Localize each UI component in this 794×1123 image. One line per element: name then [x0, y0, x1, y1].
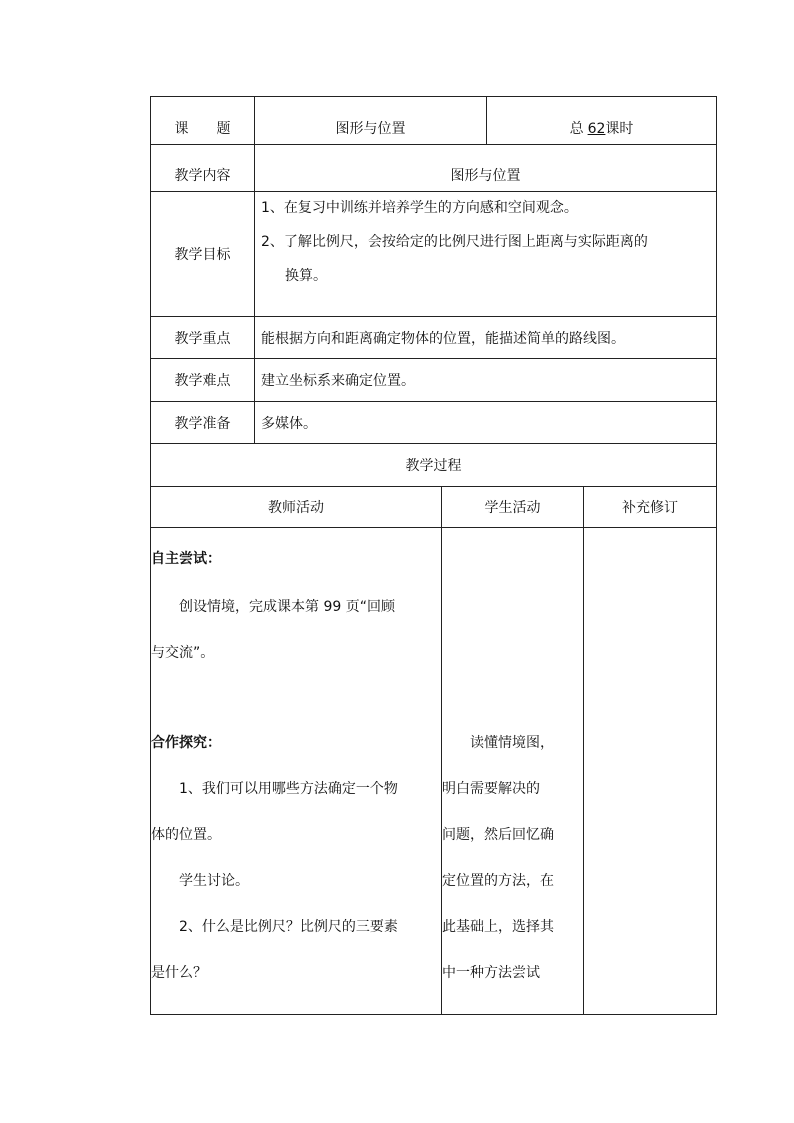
objective-2-continued: 换算。: [285, 268, 327, 284]
question2-line1: 2、什么是比例尺？比例尺的三要素: [179, 919, 398, 935]
content-label: 教学内容: [151, 145, 255, 192]
student-line2: 明白需要解决的: [442, 781, 540, 797]
key-points-row: [151, 317, 717, 359]
objectives-row: [151, 192, 717, 317]
total-prefix: 总: [569, 121, 584, 137]
key-points-label: 教学重点: [151, 317, 255, 359]
process-body-row: [151, 528, 717, 1015]
student-line3: 问题，然后回忆确: [442, 827, 554, 843]
difficulties-row: [151, 359, 717, 402]
content-value: 图形与位置: [255, 145, 717, 192]
objectives-label: 教学目标: [151, 192, 255, 317]
notes-header: 补充修订: [584, 487, 717, 528]
preparation-row: [151, 402, 717, 444]
student-activity-cell: [442, 528, 584, 1015]
subject-value: 图形与位置: [255, 97, 487, 145]
key-points-value: 能根据方向和距离确定物体的位置，能描述简单的路线图。: [255, 317, 717, 359]
question1-line1: 1、我们可以用哪些方法确定一个物: [179, 781, 398, 797]
self-try-line1: 创设情境，完成课本第 99 页“回顾: [179, 599, 395, 615]
lesson-plan-table: [150, 96, 717, 1015]
subject-row: [151, 97, 717, 145]
process-header-row: [151, 487, 717, 528]
total-number: 62: [587, 121, 606, 137]
preparation-label: 教学准备: [151, 402, 255, 444]
difficulties-label: 教学难点: [151, 359, 255, 402]
discussion-line: 学生讨论。: [179, 873, 249, 889]
total-lessons: [487, 97, 717, 145]
process-title: 教学过程: [151, 444, 717, 487]
question1-line2: 体的位置。: [151, 827, 221, 843]
subject-label: 课 题: [151, 97, 255, 145]
question2-line2: 是什么？: [151, 965, 207, 981]
student-line5: 此基础上，选择其: [442, 919, 554, 935]
student-line6: 中一种方法尝试: [442, 965, 540, 981]
notes-cell: [584, 528, 717, 1015]
teacher-activity-header: 教师活动: [151, 487, 442, 528]
student-line4: 定位置的方法，在: [442, 873, 554, 889]
self-try-line2: 与交流”。: [151, 645, 215, 661]
content-row: [151, 145, 717, 192]
self-try-heading: 自主尝试：: [151, 551, 221, 567]
student-activity-header: 学生活动: [442, 487, 584, 528]
objective-2: 2、了解比例尺，会按给定的比例尺进行图上距离与实际距离的: [261, 234, 648, 250]
student-line1: 读懂情境图，: [470, 735, 554, 751]
difficulties-value: 建立坐标系来确定位置。: [255, 359, 717, 402]
process-title-row: [151, 444, 717, 487]
total-suffix: 课时: [605, 121, 634, 137]
preparation-value: 多媒体。: [255, 402, 717, 444]
coop-heading: 合作探究：: [151, 735, 221, 751]
objective-1: 1、在复习中训练并培养学生的方向感和空间观念。: [261, 200, 578, 216]
objectives-cell: [255, 192, 717, 317]
blank-line: [151, 676, 441, 720]
teacher-activity-cell: [151, 528, 442, 1015]
